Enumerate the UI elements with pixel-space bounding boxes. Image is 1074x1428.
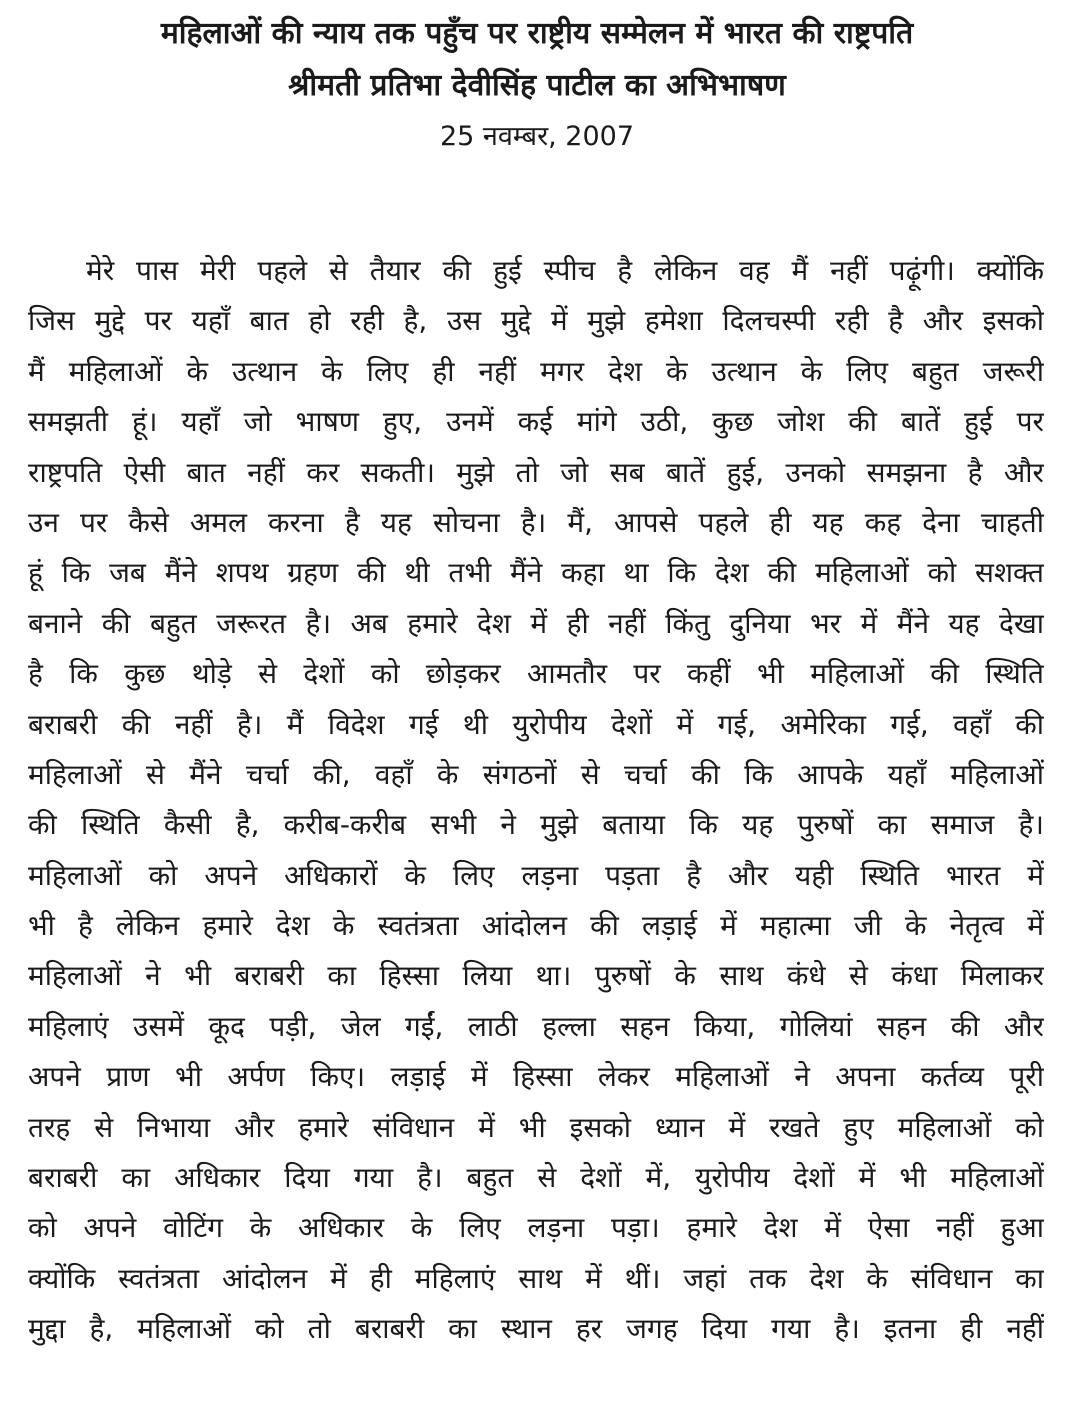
document-date: 25 नवम्बर, 2007 <box>439 121 635 152</box>
document-title-line-2: श्रीमती प्रतिभा देवीसिंह पाटील का अभिभाषण <box>288 68 786 103</box>
body-line: उन पर कैसे अमल करना है यह सोचना है। मैं, आपसे पहले ही यह कह देना चाहती <box>28 505 1044 539</box>
body-line: है कि कुछ थोड़े से देशों को छोड़कर आमतौर पर कहीं भी महिलाओं की स्थिति <box>28 657 1044 691</box>
body-line: महिलाओं को अपने अधिकारों के लिए लड़ना पड़ता है और यही स्थिति भारत में <box>28 858 1044 892</box>
body-line: अपने प्राण भी अर्पण किए। लड़ाई में हिस्सा लेकर महिलाओं ने अपना कर्तव्य पूरी <box>28 1060 1044 1094</box>
body-line: महिलाओं ने भी बराबरी का हिस्सा लिया था। पुरुषों के साथ कंधे से कंधा मिलाकर <box>28 959 1044 993</box>
body-line: बराबरी का अधिकार दिया गया है। बहुत से देशों में, युरोपीय देशों में भी महिलाओं <box>28 1161 1044 1195</box>
body-line: तरह से निभाया और हमारे संविधान में भी इसको ध्यान में रखते हुए महिलाओं को <box>28 1110 1044 1144</box>
body-line: महिलाएं उसमें कूद पड़ी, जेल गईं, लाठी हल्ला सहन किया, गोलियां सहन की और <box>28 1009 1044 1043</box>
body-line: हूं कि जब मैंने शपथ ग्रहण की थी तभी मैंने कहा था कि देश की महिलाओं को सशक्त <box>28 556 1044 590</box>
body-line: बनाने की बहुत जरूरत है। अब हमारे देश में ही नहीं किंतु दुनिया भर में मैंने यह देखा <box>28 606 1044 640</box>
body-line: मुद्दा है, महिलाओं को तो बराबरी का स्थान हर जगह दिया गया है। इतना ही नहीं <box>28 1312 1044 1346</box>
speech-body <box>28 246 1044 1355</box>
body-line: की स्थिति कैसी है, करीब-करीब सभी ने मुझे बताया कि यह पुरुषों का समाज है। <box>28 808 1044 842</box>
body-line: राष्ट्रपति ऐसी बात नहीं कर सकती। मुझे तो जो सब बातें हुई, उनको समझना है और <box>28 455 1044 489</box>
body-line: समझती हूं। यहाँ जो भाषण हुए, उनमें कई मांगे उठी, कुछ जोश की बातें हुई पर <box>28 405 1044 439</box>
body-line: भी है लेकिन हमारे देश के स्वतंत्रता आंदोलन की लड़ाई में महात्मा जी के नेतृत्व में <box>28 909 1044 943</box>
body-line: महिलाओं से मैंने चर्चा की, वहाँ के संगठनों से चर्चा की कि आपके यहाँ महिलाओं <box>28 757 1044 791</box>
body-line: मैं महिलाओं के उत्थान के लिए ही नहीं मगर देश के उत्थान के लिए बहुत जरूरी <box>28 354 1044 388</box>
body-line: मेरे पास मेरी पहले से तैयार की हुई स्पीच है लेकिन वह मैं नहीं पढ़ूंगी। क्योंकि <box>86 254 1044 287</box>
document-title-line-1: महिलाओं की न्याय तक पहुँच पर राष्ट्रीय सम्मेलन में भारत की राष्ट्रपति <box>160 16 914 51</box>
body-line: को अपने वोटिंग के अधिकार के लिए लड़ना पड़ा। हमारे देश में ऐसा नहीं हुआ <box>28 1211 1044 1245</box>
body-line: बराबरी की नहीं है। मैं विदेश गई थी युरोपीय देशों में गई, अमेरिका गई, वहाँ की <box>28 707 1044 741</box>
body-line: क्योंकि स्वतंत्रता आंदोलन में ही महिलाएं साथ में थीं। जहां तक देश के संविधान का <box>28 1261 1044 1295</box>
body-line: जिस मुद्दे पर यहाँ बात हो रही है, उस मुद्दे में मुझे हमेशा दिलचस्पी रही है और इसको <box>28 304 1044 338</box>
